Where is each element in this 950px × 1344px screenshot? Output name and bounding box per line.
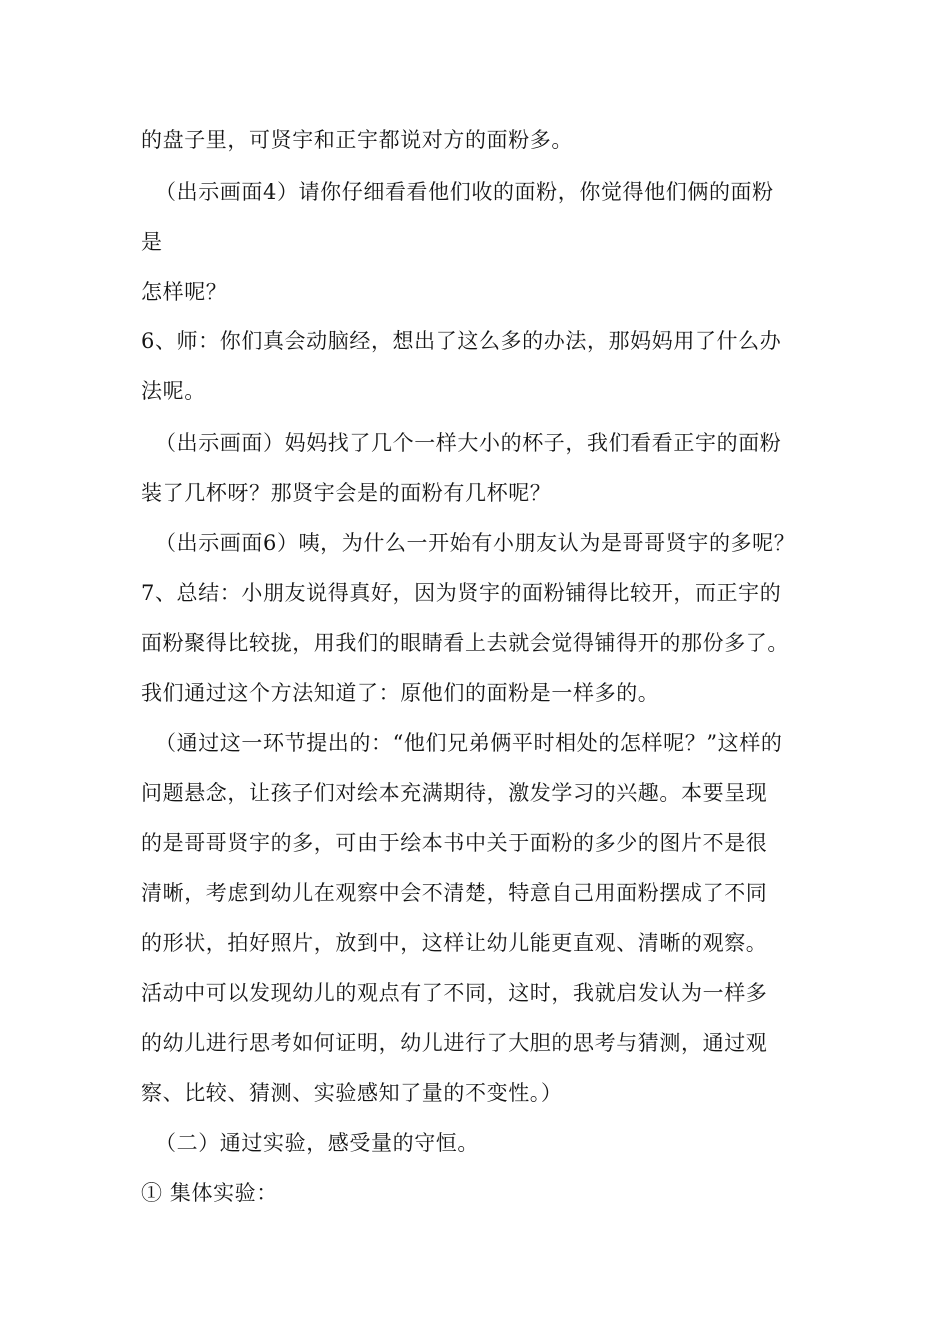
text-line-19: 的幼儿进行思考如何证明，幼儿进行了大胆的思考与猜测，通过观 [141, 1031, 768, 1055]
text-line-8: 装了几杯呀？那贤宇会是的面粉有几杯呢？ [141, 481, 552, 505]
text-line-10: 7、总结：小朋友说得真好，因为贤宇的面粉铺得比较开，而正宇的 [141, 581, 782, 605]
text-line-18: 活动中可以发现幼儿的观点有了不同，这时，我就启发认为一样多 [141, 981, 768, 1005]
text-line-7: （出示画面）妈妈找了几个一样大小的杯子，我们看看正宇的面粉 [155, 431, 782, 455]
text-line-2: （出示画面4）请你仔细看看他们收的面粉，你觉得他们俩的面粉 [155, 180, 774, 204]
text-line-4: 怎样呢？ [141, 280, 228, 304]
text-line-15: 的是哥哥贤宇的多，可由于绘本书中关于面粉的多少的图片不是很 [141, 831, 768, 855]
text-line-1: 的盘子里，可贤宇和正宇都说对方的面粉多。 [141, 128, 573, 152]
text-line-3: 是 [141, 230, 163, 254]
text-line-6: 法呢。 [141, 379, 206, 403]
text-line-13: （通过这一环节提出的：“他们兄弟俩平时相处的怎样呢？”这样的 [155, 731, 783, 755]
text-line-9: （出示画面6）咦，为什么一开始有小朋友认为是哥哥贤宇的多呢？ [155, 531, 796, 555]
text-line-22: ① 集体实验： [141, 1181, 278, 1205]
text-line-11: 面粉聚得比较拢，用我们的眼睛看上去就会觉得铺得开的那份多了。 [141, 631, 789, 655]
text-line-14: 问题悬念，让孩子们对绘本充满期待，激发学习的兴趣。本要呈现 [141, 781, 768, 805]
text-line-20: 察、比较、猜测、实验感知了量的不变性。） [141, 1081, 563, 1105]
text-line-21: （二）通过实验，感受量的守恒。 [155, 1131, 479, 1155]
text-line-5: 6、师：你们真会动脑经，想出了这么多的办法，那妈妈用了什么办 [141, 329, 782, 353]
text-line-17: 的形状，拍好照片，放到中，这样让幼儿能更直观、清晰的观察。 [141, 931, 768, 955]
text-line-12: 我们通过这个方法知道了：原他们的面粉是一样多的。 [141, 681, 660, 705]
text-line-16: 清晰，考虑到幼儿在观察中会不清楚，特意自己用面粉摆成了不同 [141, 881, 768, 905]
